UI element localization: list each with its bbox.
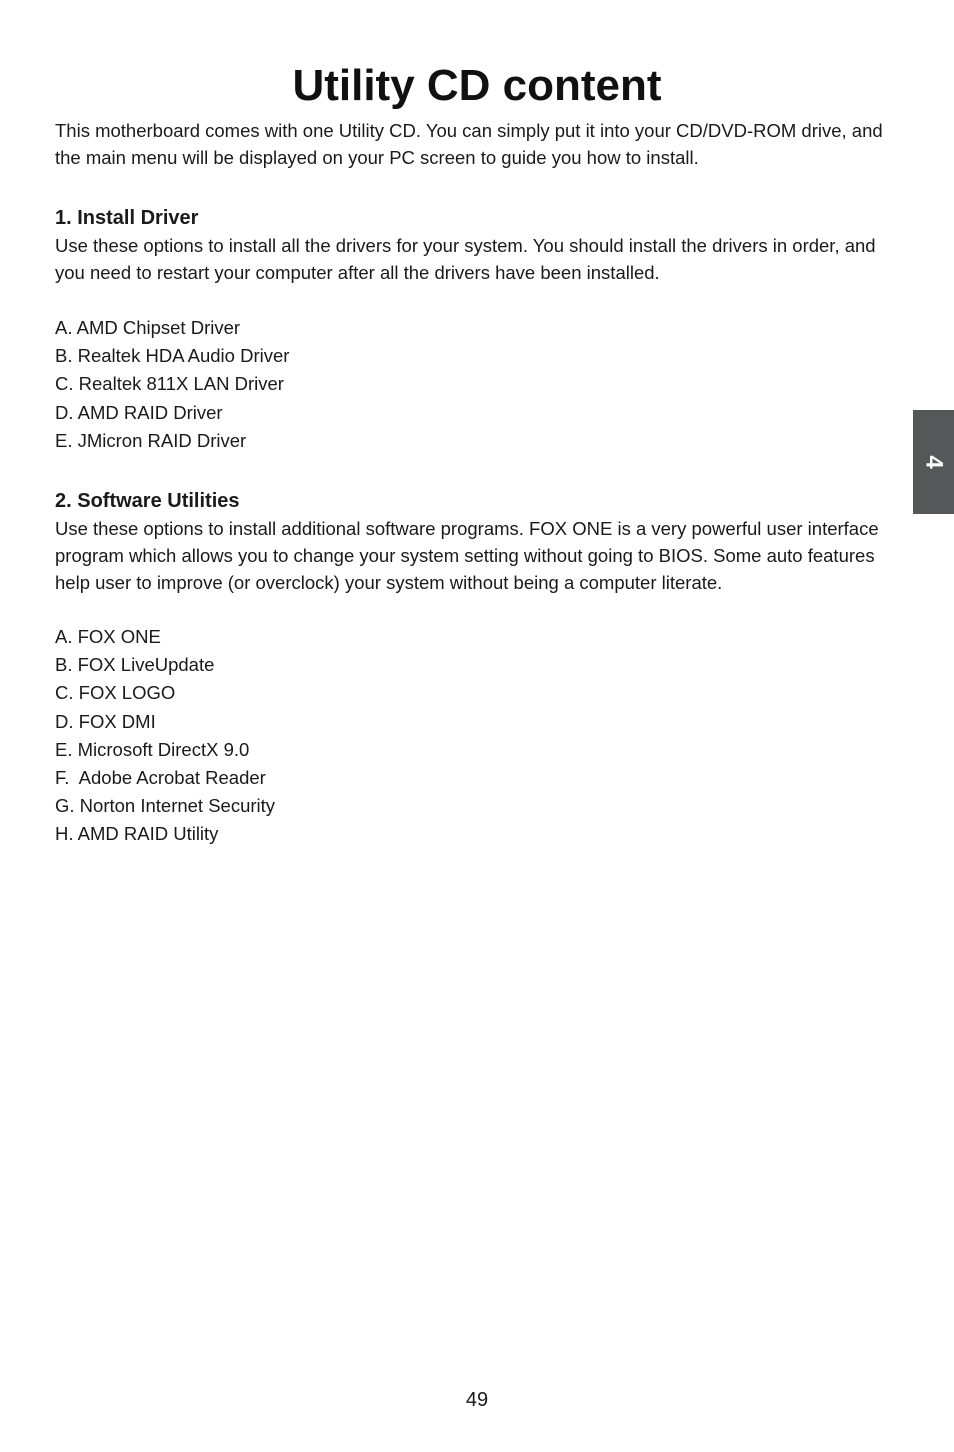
list-item: H. AMD RAID Utility — [55, 823, 219, 845]
driver-list — [55, 314, 895, 455]
chapter-tab — [913, 410, 954, 514]
list-item: E. Microsoft DirectX 9.0 — [55, 738, 250, 760]
list-item: B. FOX LiveUpdate — [55, 654, 215, 676]
page-title: Utility CD content — [292, 61, 662, 110]
section-heading-install-driver: 1. Install Driver — [55, 207, 199, 229]
list-item: A. FOX ONE — [55, 626, 161, 648]
list-item: F. Adobe Acrobat Reader — [55, 767, 266, 789]
list-item: G. Norton Internet Security — [55, 795, 276, 817]
chapter-number: 4 — [920, 455, 948, 469]
section-description-install-driver: Use these options to install all the drivers for your system. You should install the drivers in order, and you need to restart your computer after all the drivers have been installed. — [55, 235, 876, 283]
list-item: C. FOX LOGO — [55, 682, 176, 704]
list-item: D. AMD RAID Driver — [55, 401, 223, 423]
list-item: E. JMicron RAID Driver — [55, 429, 247, 451]
utility-list — [55, 623, 895, 849]
intro-paragraph: This motherboard comes with one Utility CD. You can simply put it into your CD/DVD-ROM drive, and the main menu will be displayed on your PC screen to guide you how to install. — [55, 120, 883, 168]
section-description-software-utilities: Use these options to install additional software programs. FOX ONE is a very powerful user interface program which allows you to change your system setting without going to BIOS. Some auto features help user to improve (or overclock) your system without being a computer literate. — [55, 518, 879, 594]
list-item: A. AMD Chipset Driver — [55, 317, 241, 338]
section-heading-software-utilities: 2. Software Utilities — [55, 490, 240, 513]
list-item: C. Realtek 811X LAN Driver — [55, 373, 284, 395]
page-content — [55, 117, 895, 849]
list-item: D. FOX DMI — [55, 710, 156, 732]
list-item: B. Realtek HDA Audio Driver — [55, 345, 290, 367]
page-number: 49 — [465, 1389, 489, 1411]
